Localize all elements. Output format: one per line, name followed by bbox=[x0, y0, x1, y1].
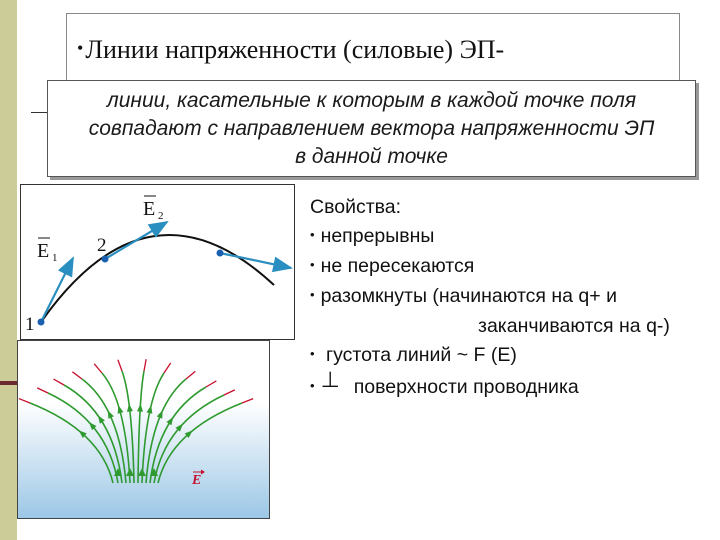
field-line-curve bbox=[41, 235, 274, 322]
definition-line-3: в данной точке bbox=[295, 145, 448, 168]
property-text: не пересекаются bbox=[320, 255, 475, 277]
property-text: поверхности проводника bbox=[353, 376, 579, 398]
definition-line-1: линии, касательные к которым в каждой точке поля bbox=[106, 89, 637, 112]
field-lines-figure bbox=[17, 340, 270, 519]
side-bar bbox=[0, 0, 17, 540]
bullet: • bbox=[310, 378, 315, 393]
bullet: • bbox=[310, 227, 315, 242]
point-2-marker bbox=[102, 256, 109, 263]
definition-box bbox=[47, 80, 696, 177]
property-item-open bbox=[310, 282, 715, 312]
property-item-density bbox=[310, 341, 715, 371]
properties-list bbox=[310, 193, 715, 403]
property-text: разомкнуты (начинаются на q+ и bbox=[320, 285, 617, 307]
bullet: • bbox=[310, 346, 315, 361]
field-lines-svg bbox=[18, 341, 269, 518]
point-1-label: 1 bbox=[25, 314, 35, 335]
vector-e1-subscript: 1 bbox=[52, 252, 58, 264]
title-bullet: • bbox=[77, 38, 84, 58]
vector-e1-label: E bbox=[37, 240, 50, 262]
page-title bbox=[77, 35, 504, 65]
field-vector-label: E bbox=[192, 473, 202, 488]
title-text: Линии напряженности (силовые) ЭП- bbox=[85, 35, 505, 64]
divider-rule bbox=[0, 381, 17, 385]
dash-mark bbox=[31, 112, 47, 113]
tangent-figure-svg bbox=[21, 185, 294, 339]
perpendicular-symbol: ⊥ bbox=[320, 367, 340, 392]
property-text: густота линий ~ F (E) bbox=[325, 344, 517, 366]
vector-e3-arrow bbox=[220, 253, 291, 268]
bullet: • bbox=[310, 287, 315, 302]
property-item-no-intersect bbox=[310, 252, 715, 282]
point-2-label: 2 bbox=[97, 235, 107, 256]
vector-e1-arrow bbox=[41, 258, 73, 322]
point-3-marker bbox=[217, 250, 224, 257]
property-item-perpendicular bbox=[310, 367, 715, 403]
vector-e2-label: E bbox=[143, 198, 156, 220]
field-background bbox=[18, 341, 269, 518]
title-box bbox=[66, 13, 680, 81]
tangent-figure bbox=[20, 184, 295, 340]
property-item-continuous bbox=[310, 222, 715, 252]
vector-e2-arrow bbox=[105, 222, 167, 259]
property-item-open-continuation: заканчиваются на q-) bbox=[478, 315, 670, 337]
definition-line-2: совпадают с направлением вектора напряженности ЭП bbox=[88, 117, 655, 140]
property-text: непрерывны bbox=[320, 225, 435, 247]
point-1-marker bbox=[38, 319, 45, 326]
vector-e2-subscript: 2 bbox=[158, 210, 164, 222]
bullet: • bbox=[310, 257, 315, 272]
properties-heading: Свойства: bbox=[310, 196, 402, 218]
